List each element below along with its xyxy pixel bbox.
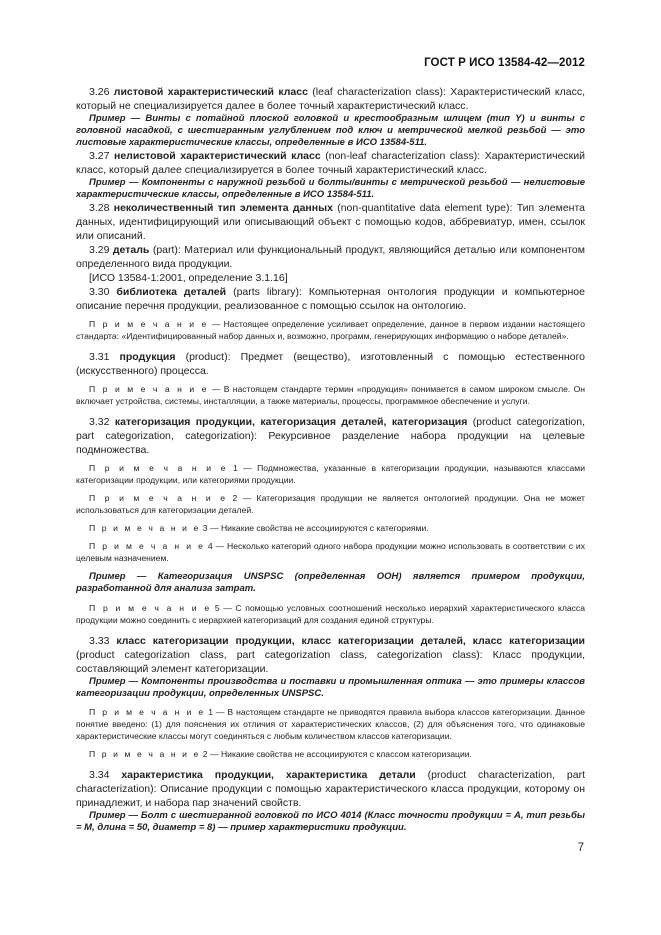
definition-3-34 — [76, 768, 585, 810]
example-3-26: Пример — Винты с потайной плоской головкой и крестообразным шлицем (тип Y) и винты с головной насадкой, с шестигранным углублением под ключ и метрической мелкой резьбой — это листовые характеристические классы, определенные в ИСО 13584-511. — [76, 113, 585, 148]
term-title: неколичественный тип элемента данных — [113, 202, 333, 214]
term-definition: (parts library): Компьютерная онтология продукции и компьютерное описание перечня продукции, реализованное с помощью ссылок на онтологию. — [76, 286, 585, 312]
term-title: листовой характеристический класс — [113, 86, 308, 98]
definition-3-26 — [76, 85, 585, 113]
note-text: 2 — Никакие свойства не ассоциируются с классом категоризации. — [200, 749, 472, 759]
note-text: 2 — Категоризация продукции не является онтологией продукции. Она не может использоваться для категоризации деталей. — [76, 493, 585, 515]
term-title: класс категоризации продукции, класс категоризации деталей, класс категоризации — [116, 635, 585, 647]
note-3-32-3 — [76, 522, 585, 534]
definition-3-33 — [76, 634, 585, 676]
term-definition: (part): Материал или функциональный продукт, являющийся деталью или компонентом определенного вида продукции. — [76, 244, 585, 270]
note-3-33-2 — [76, 748, 585, 760]
note-label: П р и м е ч а н и е — [89, 319, 209, 329]
note-3-33-1 — [76, 706, 585, 742]
term-number: 3.31 — [89, 351, 110, 363]
page-header-standard: ГОСТ Р ИСО 13584-42—2012 — [424, 57, 585, 69]
note-3-32-4 — [76, 540, 585, 564]
definition-3-28 — [76, 201, 585, 243]
definition-3-27 — [76, 149, 585, 177]
note-3-32-2 — [76, 492, 585, 516]
term-title: характеристика продукции, характеристика детали — [121, 769, 416, 781]
term-number: 3.29 — [89, 244, 110, 256]
definition-3-30 — [76, 285, 585, 313]
term-number: 3.33 — [89, 635, 110, 647]
note-label: П р и м е ч а н и е — [89, 749, 201, 759]
term-number: 3.32 — [89, 416, 110, 428]
note-3-30 — [76, 318, 585, 342]
term-definition: (product categorization, part categorization, categorization): Рекурсивное разделение набора продукции на целевые подмножества. — [76, 416, 585, 456]
note-text: — Настоящее определение усиливает определение, данное в первом издании настоящего стандарта: «Идентифицированный набор данных и, возможно, программ, генерирующих информацию о наборе деталей». — [76, 319, 585, 341]
definition-3-29 — [76, 243, 585, 271]
term-number: 3.34 — [89, 769, 110, 781]
term-number: 3.28 — [89, 202, 110, 214]
definition-3-31 — [76, 350, 585, 378]
term-definition: (non-quantitative data element type): Тип элемента данных, идентифицирующий или описывающий объект с помощью кодов, аббревиатур, имен, ссылок или описаний. — [76, 202, 585, 242]
note-label: П р и м е ч а н и е — [89, 541, 205, 551]
note-label: П р и м е ч а н и е — [89, 463, 228, 473]
page-number: 7 — [577, 842, 584, 854]
term-number: 3.27 — [89, 150, 110, 162]
note-text: 5 — С помощью условных соотношений несколько иерархий характеристического класса продукции можно соединить с иерархией категоризаций для создания единой структуры. — [76, 603, 585, 625]
term-title: деталь — [112, 244, 150, 256]
definition-3-32 — [76, 415, 585, 457]
note-3-31 — [76, 383, 585, 407]
term-title: библиотека деталей — [116, 286, 227, 298]
term-title: продукция — [119, 351, 176, 363]
note-label: П р и м е ч а н и е — [89, 493, 228, 503]
example-3-33: Пример — Компоненты производства и поставки и промышленная оптика — это примеры классов категоризации продукции, определенных UNSPSC. — [76, 676, 585, 699]
note-label: П р и м е ч а н и е — [89, 523, 201, 533]
term-number: 3.26 — [89, 86, 110, 98]
note-text: 3 — Никакие свойства не ассоциируются с категориями. — [200, 523, 429, 533]
term-title: нелистовой характеристический класс — [113, 150, 321, 162]
term-definition: (non-leaf characterization class): Характеристический класс, который далее специализируется в более точный характеристический класс. — [76, 150, 585, 176]
term-number: 3.30 — [89, 286, 110, 298]
note-label: П р и м е ч а н и е — [89, 603, 212, 613]
term-definition: (product characterization, part characterization): Описание продукции с помощью характеристического класса продукции, которому он принадлежит, и набора пар значений свойств. — [76, 769, 585, 809]
reference-3-29: [ИСО 13584-1:2001, определение 3.1.16] — [89, 272, 288, 284]
page-content — [76, 85, 585, 834]
note-3-32-5 — [76, 602, 585, 626]
note-label: П р и м е ч а н и е — [89, 384, 209, 394]
term-definition: (leaf characterization class): Характеристический класс, который не специализируется далее в более точный характеристический класс. — [76, 86, 585, 112]
example-3-34: Пример — Болт с шестигранной головкой по ИСО 4014 (Класс точности продукции = А, тип резьбы = М, длина = 50, диаметр = 8) — пример характеристики продукции. — [76, 810, 585, 833]
example-3-27: Пример — Компоненты с наружной резьбой и болты/винты с метрической резьбой — нелистовые характеристические классы, определенные в ИСО 13584-511. — [76, 177, 585, 200]
term-definition: (product categorization class, part categorization class, categorization class): Класс продукции, составляющий элемент категоризации. — [76, 649, 585, 675]
note-text: 1 — В настоящем стандарте не приводятся правила выбора классов категоризации. Данное понятие введено: (1) для пояснения их отличия от характеристических классов, (2) для объяснения того, что одинаковые характеристические классы могут соединяться с любым количеством классов категоризации. — [76, 707, 585, 741]
note-3-32-1 — [76, 462, 585, 486]
note-text: — В настоящем стандарте термин «продукция» понимается в самом широком смысле. Он включает устройства, системы, инсталляции, а также материалы, процессы, программное обеспечение и услуги. — [76, 384, 586, 406]
note-text: 4 — Несколько категорий одного набора продукции можно использовать в соответствии с их целевым назначением. — [76, 541, 585, 563]
example-3-32: Пример — Категоризация UNSPSC (определенная ООН) является примером продукции, разработанной для анализа затрат. — [76, 571, 585, 594]
term-title: категоризация продукции, категоризация деталей, категоризация — [114, 416, 468, 428]
note-label: П р и м е ч а н и е — [89, 707, 206, 717]
note-text: 1 — Подмножества, указанные в категоризации продукции, называются классами категоризации продукции, или категориями продукции. — [76, 463, 585, 485]
term-definition: (product): Предмет (вещество), изготовленный с помощью естественного (искусственного) процесса. — [76, 351, 586, 377]
